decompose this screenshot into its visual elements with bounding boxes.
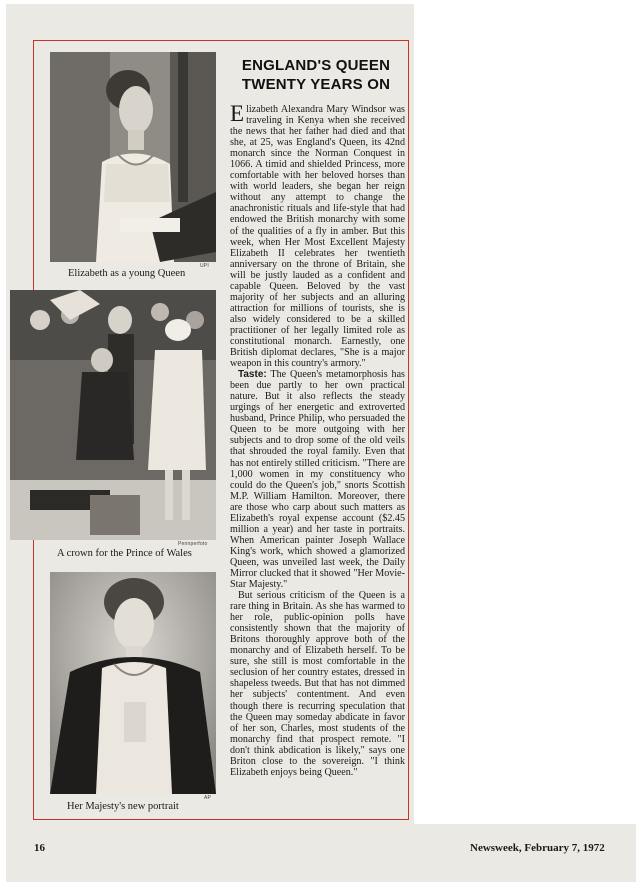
page-number: 16 — [34, 842, 45, 854]
headline-line-2: TWENTY YEARS ON — [241, 76, 391, 93]
article-paragraph-3 — [230, 590, 405, 778]
photo-credit-1: UPI — [200, 263, 209, 269]
page-margin — [414, 4, 636, 824]
run-in-head: Taste: — [238, 369, 267, 381]
article-body — [230, 101, 405, 778]
article-headline — [226, 56, 406, 94]
photo-young-queen — [50, 52, 216, 262]
headline-line-1: ENGLAND'S QUEEN — [241, 57, 391, 74]
drop-cap: E — [230, 101, 245, 126]
paragraph-2-text: The Queen's metamorphosis has been due partly to her own practical nature. But it also reflects the steady urgings of her energetic and extroverted husband, Prince Philip, who persuaded the Queen to be more outgoing with her subjects and to drop some of the old veils that shrouded the royal family. Even that has not entirely stilled criticism. "There are 1,000 women in my constituency who could do the Queen's job," snorts Scottish M.P. William Hamilton. Moreover, there are those who carp about such matters as Elizabeth's royal expense account ($2.45 million a year) and her taste in portraits. When American painter Joseph Wallace King's work, which showed a glamorized Queen, was unveiled last week, the Daily Mirror clucked that it showed "Her Movie-Star Majesty." — [230, 369, 405, 591]
article-paragraph-1 — [230, 101, 405, 370]
caption-young-queen: Elizabeth as a young Queen — [68, 268, 186, 279]
magazine-footer: Newsweek, February 7, 1972 — [470, 842, 605, 854]
caption-prince-of-wales: A crown for the Prince of Wales — [57, 548, 192, 559]
photo-prince-of-wales — [10, 290, 216, 540]
caption-new-portrait: Her Majesty's new portrait — [67, 801, 179, 812]
photo-credit-2: Pennperfoto — [178, 541, 208, 547]
photo-new-portrait — [50, 572, 216, 794]
article-paragraph-2 — [230, 369, 405, 590]
photo-credit-3: AP — [204, 795, 212, 801]
paragraph-3-text: But serious criticism of the Queen is a rare thing in Britain. As she has warmed to her role, public-opinion polls have consistently shown that the majority of Britons thoroughly approve both of the monarchy and of Elizabeth herself. To be sure, she still is most comfortable in the seclusion of her country estates, dressed in shapeless tweeds. But that has not dimmed her subjects' contentment. And even though there is recurring speculation that the Queen may someday abdicate in favor of her son, Charles, most students of the monarchy find that prospect remote. "I don't think abdication is likely," says one Briton close to the sovereign. "I think Elizabeth enjoys being Queen." — [230, 590, 405, 778]
paragraph-1-text: lizabeth Alexandra Mary Windsor was traveling in Kenya when she received the news that her father had died and that she, at 25, was England's Queen, its 42nd monarch since the Norman Conquest in 1066. A timid and shielded Princess, more comfortable with her beloved horses than with world leaders, she began her reign without any attempt to change the anachronistic rituals and life-style that had endowed the British monarchy with some of the qualities of a fly in amber. But this week, when Her Most Excellent Majesty Elizabeth II celebrates her twentieth anniversary on the throne of Britain, she will be justly lauded as a confident and capable Queen. Beloved by the vast majority of her subjects and an alluring attraction for millions of tourists, she is also widely considered to be a skilled practitioner of her legally limited role as constitutional monarch. Earnestly, one British diplomat declares, "She is a major weapon in this country's armory." — [230, 104, 405, 370]
